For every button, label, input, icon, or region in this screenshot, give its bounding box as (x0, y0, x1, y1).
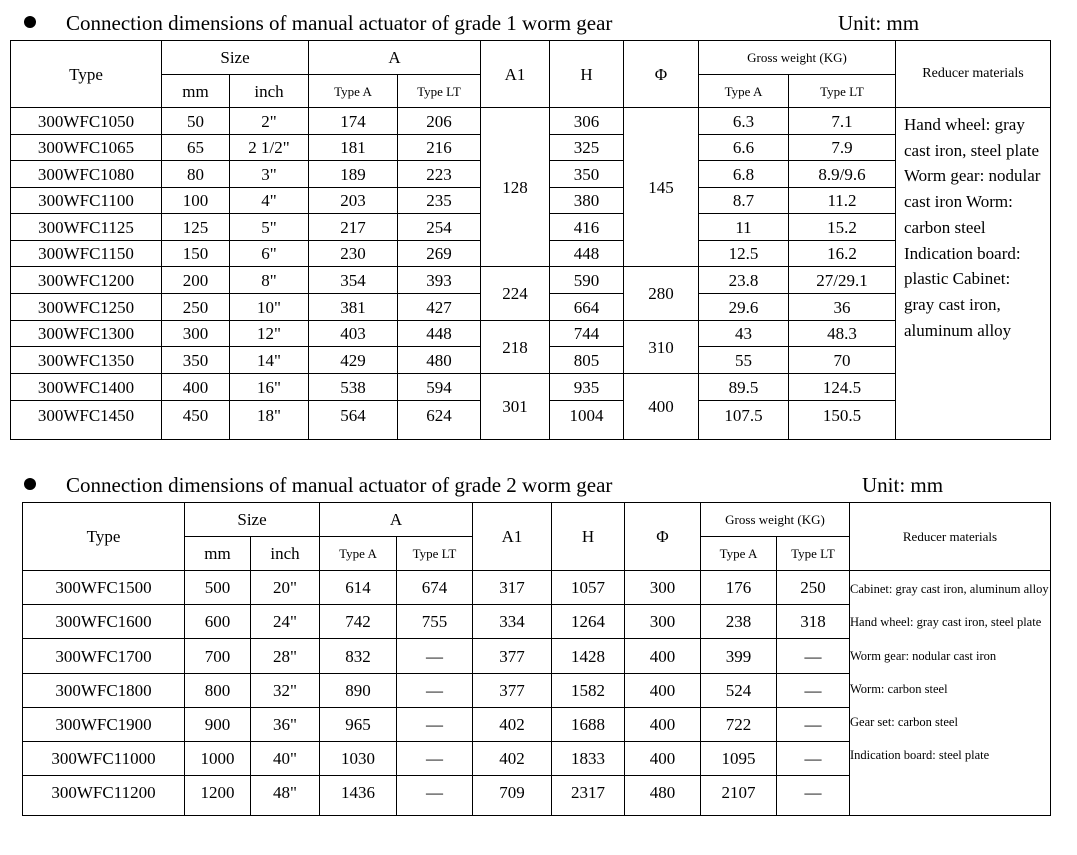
cell-h: 1004 (550, 401, 624, 440)
cell-inch: 14" (230, 347, 309, 374)
cell-a-type-a: 189 (309, 161, 398, 188)
bullet-icon (24, 478, 36, 490)
cell-a-type-a: 403 (309, 321, 398, 347)
cell-h: 935 (550, 374, 624, 401)
cell-gw-type-a: 11 (699, 214, 789, 241)
cell-inch: 2" (230, 108, 309, 135)
cell-gw-type-lt: — (777, 742, 850, 776)
header-h: H (552, 503, 625, 571)
header-inch: inch (230, 75, 309, 108)
cell-type: 300WFC1150 (11, 241, 162, 267)
cell-a-type-lt: 674 (397, 571, 473, 605)
header-phi: Φ (624, 41, 699, 108)
cell-h: 350 (550, 161, 624, 188)
cell-a-type-lt: 254 (398, 214, 481, 241)
cell-h: 1833 (552, 742, 625, 776)
cell-type: 300WFC1250 (11, 294, 162, 321)
cell-materials (850, 571, 1051, 816)
header-type: Type (11, 41, 162, 108)
cell-type: 300WFC1400 (11, 374, 162, 401)
cell-h: 1428 (552, 639, 625, 674)
cell-h: 664 (550, 294, 624, 321)
cell-h: 380 (550, 188, 624, 214)
cell-h: 590 (550, 267, 624, 294)
cell-gw-type-lt: 150.5 (789, 401, 896, 440)
cell-a-type-a: 564 (309, 401, 398, 440)
cell-gw-type-a: 29.6 (699, 294, 789, 321)
cell-inch: 40" (251, 742, 320, 776)
cell-mm: 600 (185, 605, 251, 639)
cell-phi: 400 (625, 674, 701, 708)
cell-gw-type-a: 176 (701, 571, 777, 605)
cell-gw-type-a: 2107 (701, 776, 777, 816)
header-gross-weight: Gross weight (KG) (701, 503, 850, 537)
cell-gw-type-lt: 318 (777, 605, 850, 639)
cell-a-type-lt: 223 (398, 161, 481, 188)
header-materials: Reducer materials (896, 41, 1051, 108)
cell-gw-type-a: 399 (701, 639, 777, 674)
cell-phi: 400 (625, 708, 701, 742)
cell-type: 300WFC1300 (11, 321, 162, 347)
cell-a-type-lt: 269 (398, 241, 481, 267)
cell-a-type-a: 965 (320, 708, 397, 742)
cell-phi: 400 (625, 639, 701, 674)
header-size: Size (185, 503, 320, 537)
material-line: Cabinet: gray cast iron, aluminum alloy (850, 582, 1049, 596)
section2-unit: Unit: mm (862, 473, 944, 497)
cell-phi: 300 (625, 571, 701, 605)
cell-a-type-a: 429 (309, 347, 398, 374)
cell-a1: 709 (473, 776, 552, 816)
cell-a-type-a: 203 (309, 188, 398, 214)
cell-gw-type-lt: 8.9/9.6 (789, 161, 896, 188)
header-gw-type-a: Type A (701, 537, 777, 571)
cell-mm: 100 (162, 188, 230, 214)
cell-mm: 800 (185, 674, 251, 708)
section1-heading (0, 7, 1077, 37)
cell-phi: 300 (625, 605, 701, 639)
cell-gw-type-lt: 48.3 (789, 321, 896, 347)
cell-type: 300WFC1600 (23, 605, 185, 639)
cell-a-type-a: 354 (309, 267, 398, 294)
cell-h: 805 (550, 347, 624, 374)
cell-a-type-lt: — (397, 639, 473, 674)
table-row (11, 321, 1051, 347)
cell-gw-type-lt: 11.2 (789, 188, 896, 214)
material-line: Gear set: carbon steel (850, 715, 958, 730)
cell-a-type-a: 381 (309, 294, 398, 321)
cell-type: 300WFC1100 (11, 188, 162, 214)
cell-inch: 32" (251, 674, 320, 708)
cell-a-type-a: 614 (320, 571, 397, 605)
cell-type: 300WFC1200 (11, 267, 162, 294)
cell-gw-type-a: 23.8 (699, 267, 789, 294)
section1-title: Connection dimensions of manual actuator of grade 1 worm gear (66, 11, 613, 35)
cell-type: 300WFC11200 (23, 776, 185, 816)
cell-mm: 125 (162, 214, 230, 241)
header-mm: mm (162, 75, 230, 108)
cell-inch: 10" (230, 294, 309, 321)
cell-gw-type-lt: — (777, 708, 850, 742)
cell-a-type-a: 890 (320, 674, 397, 708)
cell-type: 300WFC1800 (23, 674, 185, 708)
table-row (11, 108, 1051, 135)
cell-h: 325 (550, 135, 624, 161)
cell-a1: 402 (473, 708, 552, 742)
cell-a-type-a: 538 (309, 374, 398, 401)
table-row (11, 374, 1051, 401)
header-size: Size (162, 41, 309, 75)
cell-gw-type-lt: — (777, 776, 850, 816)
header-type: Type (23, 503, 185, 571)
cell-gw-type-a: 722 (701, 708, 777, 742)
cell-a-type-lt: — (397, 742, 473, 776)
cell-a-type-lt: 206 (398, 108, 481, 135)
cell-h: 1688 (552, 708, 625, 742)
cell-a1-group: 301 (481, 374, 550, 440)
cell-mm: 700 (185, 639, 251, 674)
cell-mm: 500 (185, 571, 251, 605)
cell-gw-type-lt: 70 (789, 347, 896, 374)
cell-inch: 20" (251, 571, 320, 605)
cell-h: 1582 (552, 674, 625, 708)
cell-gw-type-a: 107.5 (699, 401, 789, 440)
cell-materials: Hand wheel: gray cast iron, steel plate Worm gear: nodular cast iron Worm: carbon steel Indication board: plastic Cabinet: gray cast iron, aluminum alloy (896, 108, 1051, 440)
cell-a-type-a: 1030 (320, 742, 397, 776)
header-gw-type-a: Type A (699, 75, 789, 108)
cell-mm: 65 (162, 135, 230, 161)
header-materials: Reducer materials (850, 503, 1051, 571)
cell-type: 300WFC1065 (11, 135, 162, 161)
cell-gw-type-lt: 7.9 (789, 135, 896, 161)
cell-a-type-a: 174 (309, 108, 398, 135)
cell-mm: 250 (162, 294, 230, 321)
cell-mm: 300 (162, 321, 230, 347)
cell-a-type-a: 181 (309, 135, 398, 161)
cell-type: 300WFC1900 (23, 708, 185, 742)
grade1-table (10, 40, 1051, 440)
cell-type: 300WFC1350 (11, 347, 162, 374)
cell-inch: 48" (251, 776, 320, 816)
cell-gw-type-lt: 7.1 (789, 108, 896, 135)
header-a: A (309, 41, 481, 75)
cell-mm: 200 (162, 267, 230, 294)
cell-gw-type-a: 43 (699, 321, 789, 347)
material-line: Hand wheel: gray cast iron, steel plate (850, 615, 1042, 630)
cell-a-type-a: 1436 (320, 776, 397, 816)
cell-a1-group: 224 (481, 267, 550, 321)
cell-mm: 50 (162, 108, 230, 135)
cell-mm: 900 (185, 708, 251, 742)
cell-a1-group: 128 (481, 108, 550, 267)
cell-a-type-a: 230 (309, 241, 398, 267)
table-row (11, 267, 1051, 294)
section2-title: Connection dimensions of manual actuator of grade 2 worm gear (66, 473, 613, 497)
cell-type: 300WFC1125 (11, 214, 162, 241)
cell-inch: 16" (230, 374, 309, 401)
cell-a1: 402 (473, 742, 552, 776)
cell-a-type-lt: 427 (398, 294, 481, 321)
cell-a1-group: 218 (481, 321, 550, 374)
cell-a1: 377 (473, 639, 552, 674)
cell-a-type-lt: 235 (398, 188, 481, 214)
cell-inch: 36" (251, 708, 320, 742)
header-a1: A1 (473, 503, 552, 571)
cell-mm: 400 (162, 374, 230, 401)
cell-type: 300WFC1700 (23, 639, 185, 674)
table-row (23, 571, 1051, 605)
header-a-type-lt: Type LT (398, 75, 481, 108)
cell-inch: 24" (251, 605, 320, 639)
cell-type: 300WFC1450 (11, 401, 162, 440)
cell-gw-type-a: 89.5 (699, 374, 789, 401)
cell-gw-type-a: 1095 (701, 742, 777, 776)
cell-h: 2317 (552, 776, 625, 816)
cell-a-type-lt: 448 (398, 321, 481, 347)
header-a: A (320, 503, 473, 537)
cell-h: 1264 (552, 605, 625, 639)
cell-gw-type-a: 8.7 (699, 188, 789, 214)
cell-gw-type-lt: 27/29.1 (789, 267, 896, 294)
header-a-type-a: Type A (320, 537, 397, 571)
cell-mm: 350 (162, 347, 230, 374)
cell-inch: 5" (230, 214, 309, 241)
cell-gw-type-a: 6.3 (699, 108, 789, 135)
cell-a-type-lt: 624 (398, 401, 481, 440)
cell-a-type-a: 217 (309, 214, 398, 241)
bullet-icon (24, 16, 36, 28)
cell-inch: 28" (251, 639, 320, 674)
header-gw-type-lt: Type LT (789, 75, 896, 108)
cell-a-type-lt: 393 (398, 267, 481, 294)
cell-gw-type-lt: 36 (789, 294, 896, 321)
section2-heading (0, 469, 1077, 499)
cell-phi-group: 400 (624, 374, 699, 440)
cell-h: 416 (550, 214, 624, 241)
cell-inch: 3" (230, 161, 309, 188)
material-line: Worm: carbon steel (850, 681, 948, 696)
header-a-type-lt: Type LT (397, 537, 473, 571)
grade2-table (22, 502, 1051, 816)
cell-gw-type-a: 238 (701, 605, 777, 639)
cell-a-type-lt: 480 (398, 347, 481, 374)
cell-gw-type-lt: 124.5 (789, 374, 896, 401)
header-phi: Φ (625, 503, 701, 571)
header-gw-type-lt: Type LT (777, 537, 850, 571)
header-gross-weight: Gross weight (KG) (699, 41, 896, 75)
cell-inch: 8" (230, 267, 309, 294)
cell-gw-type-a: 6.8 (699, 161, 789, 188)
cell-type: 300WFC11000 (23, 742, 185, 776)
cell-a1: 334 (473, 605, 552, 639)
cell-h: 448 (550, 241, 624, 267)
cell-mm: 80 (162, 161, 230, 188)
cell-inch: 2 1/2" (230, 135, 309, 161)
header-a-type-a: Type A (309, 75, 398, 108)
cell-a-type-a: 742 (320, 605, 397, 639)
cell-phi-group: 145 (624, 108, 699, 267)
header-mm: mm (185, 537, 251, 571)
cell-gw-type-a: 6.6 (699, 135, 789, 161)
cell-phi: 400 (625, 742, 701, 776)
header-inch: inch (251, 537, 320, 571)
cell-gw-type-lt: 15.2 (789, 214, 896, 241)
cell-mm: 1000 (185, 742, 251, 776)
cell-a-type-lt: 216 (398, 135, 481, 161)
cell-gw-type-a: 12.5 (699, 241, 789, 267)
cell-phi: 480 (625, 776, 701, 816)
cell-h: 1057 (552, 571, 625, 605)
material-line: Indication board: steel plate (850, 748, 990, 763)
cell-mm: 150 (162, 241, 230, 267)
cell-phi-group: 280 (624, 267, 699, 321)
cell-a1: 377 (473, 674, 552, 708)
cell-a1: 317 (473, 571, 552, 605)
cell-mm: 450 (162, 401, 230, 440)
cell-a-type-lt: 594 (398, 374, 481, 401)
cell-h: 744 (550, 321, 624, 347)
material-line: Worm gear: nodular cast iron (850, 648, 997, 663)
cell-a-type-a: 832 (320, 639, 397, 674)
cell-phi-group: 310 (624, 321, 699, 374)
cell-type: 300WFC1080 (11, 161, 162, 188)
cell-type: 300WFC1500 (23, 571, 185, 605)
cell-gw-type-a: 524 (701, 674, 777, 708)
cell-gw-type-lt: — (777, 674, 850, 708)
cell-h: 306 (550, 108, 624, 135)
cell-a-type-lt: 755 (397, 605, 473, 639)
cell-a-type-lt: — (397, 674, 473, 708)
cell-mm: 1200 (185, 776, 251, 816)
cell-inch: 18" (230, 401, 309, 440)
section1-unit: Unit: mm (838, 11, 920, 35)
cell-inch: 12" (230, 321, 309, 347)
header-h: H (550, 41, 624, 108)
cell-a-type-lt: — (397, 776, 473, 816)
header-a1: A1 (481, 41, 550, 108)
cell-gw-type-a: 55 (699, 347, 789, 374)
cell-type: 300WFC1050 (11, 108, 162, 135)
cell-gw-type-lt: 250 (777, 571, 850, 605)
cell-gw-type-lt: 16.2 (789, 241, 896, 267)
cell-a-type-lt: — (397, 708, 473, 742)
cell-inch: 6" (230, 241, 309, 267)
cell-gw-type-lt: — (777, 639, 850, 674)
cell-inch: 4" (230, 188, 309, 214)
